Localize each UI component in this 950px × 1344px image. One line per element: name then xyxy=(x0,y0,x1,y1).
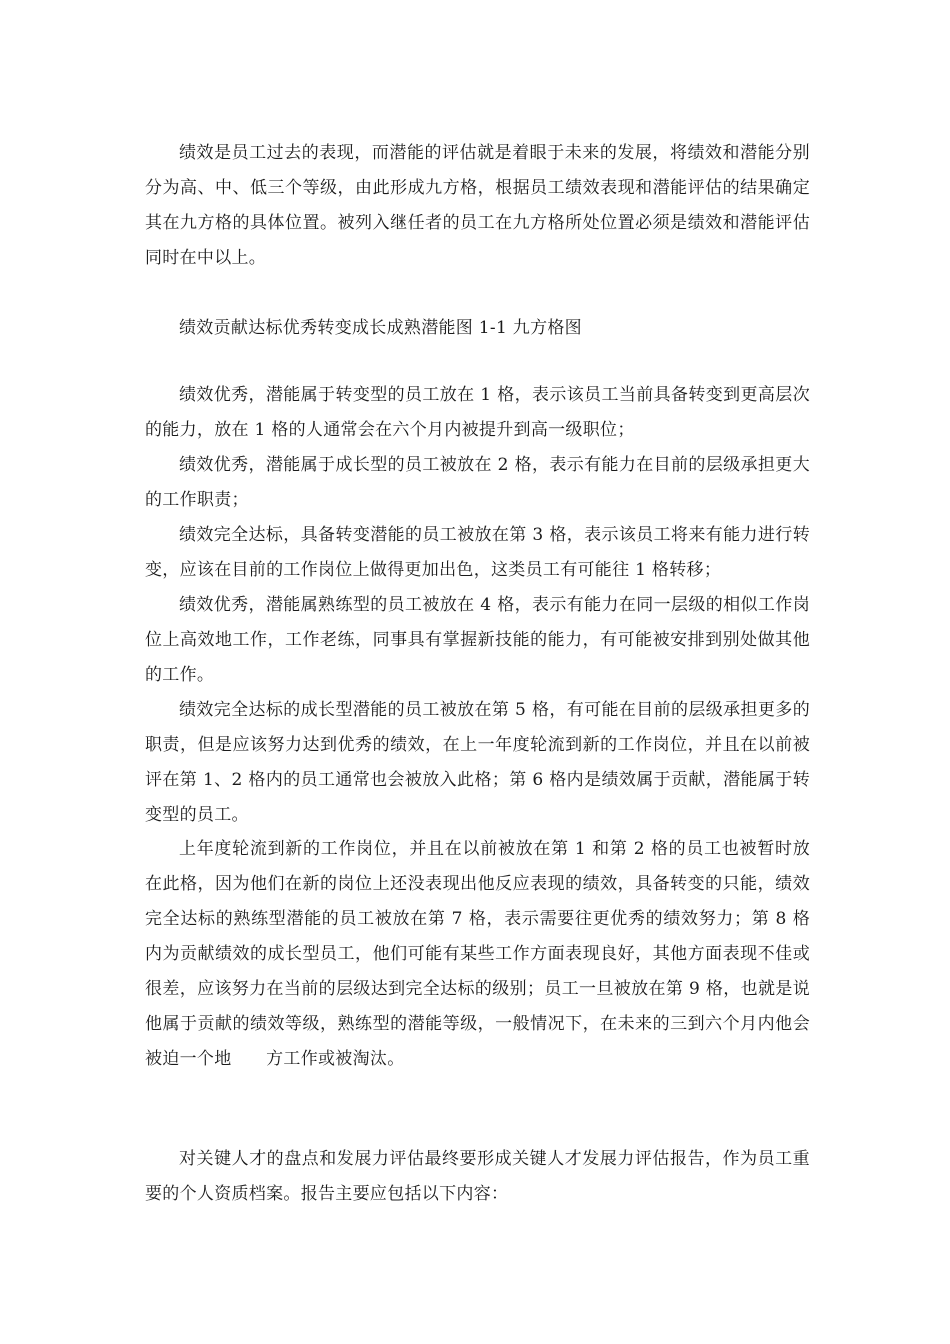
paragraph-talent-report: 对关键人才的盘点和发展力评估最终要形成关键人才发展力评估报告，作为员工重要的个人资质档案。报告主要应包括以下内容： xyxy=(145,1149,810,1204)
paragraph-box-1: 绩效优秀，潜能属于转变型的员工放在 1 格，表示该员工当前具备转变到更高层次的能力，放在 1 格的人通常会在六个月内被提升到高一级职位； xyxy=(145,385,810,440)
figure-caption-nine-box: 绩效贡献达标优秀转变成长成熟潜能图 1-1 九方格图 xyxy=(179,318,582,338)
paragraph-box-5-6: 绩效完全达标的成长型潜能的员工被放在第 5 格，有可能在目前的层级承担更多的职责，但是应该努力达到优秀的绩效，在上一年度轮流到新的工作岗位，并且在以前被评在第 1、2 格内的员工通常也会被放入此格；第 6 格内是绩效属于贡献，潜能属于转变型的员工。 xyxy=(145,700,810,825)
paragraph-box-4: 绩效优秀，潜能属熟练型的员工被放在 4 格，表示有能力在同一层级的相似工作岗位上高效地工作，工作老练，同事具有掌握新技能的能力，有可能被安排到别处做其他的工作。 xyxy=(145,595,810,685)
paragraph-box-2: 绩效优秀，潜能属于成长型的员工被放在 2 格，表示有能力在目前的层级承担更大的工作职责； xyxy=(145,455,810,510)
paragraph-performance-potential: 绩效是员工过去的表现，而潜能的评估就是着眼于未来的发展，将绩效和潜能分别分为高、中、低三个等级，由此形成九方格，根据员工绩效表现和潜能评估的结果确定其在九方格的具体位置。被列入继任者的员工在九方格所处位置必须是绩效和潜能评估同时在中以上。 xyxy=(145,143,810,268)
paragraph-box-3: 绩效完全达标，具备转变潜能的员工被放在第 3 格，表示该员工将来有能力进行转变，应该在目前的工作岗位上做得更加出色，这类员工有可能往 1 格转移； xyxy=(145,525,810,580)
paragraph-box-7-8-9: 上年度轮流到新的工作岗位，并且在以前被放在第 1 和第 2 格的员工也被暂时放在此格，因为他们在新的岗位上还没表现出他反应表现的绩效，具备转变的只能，绩效完全达标的熟练型潜能的员工被放在第 7 格，表示需要往更优秀的绩效努力；第 8 格内为贡献绩效的成长型员工，他们可能有某些工作方面表现良好，其他方面表现不佳或很差，应该努力在当前的层级达到完全达标的级别；员工一旦被放在第 9 格，也就是说他属于贡献的绩效等级，熟练型的潜能等级，一般情况下，在未来的三到六个月内他会被迫一个地 方工作或被淘汰。 xyxy=(145,839,810,1069)
